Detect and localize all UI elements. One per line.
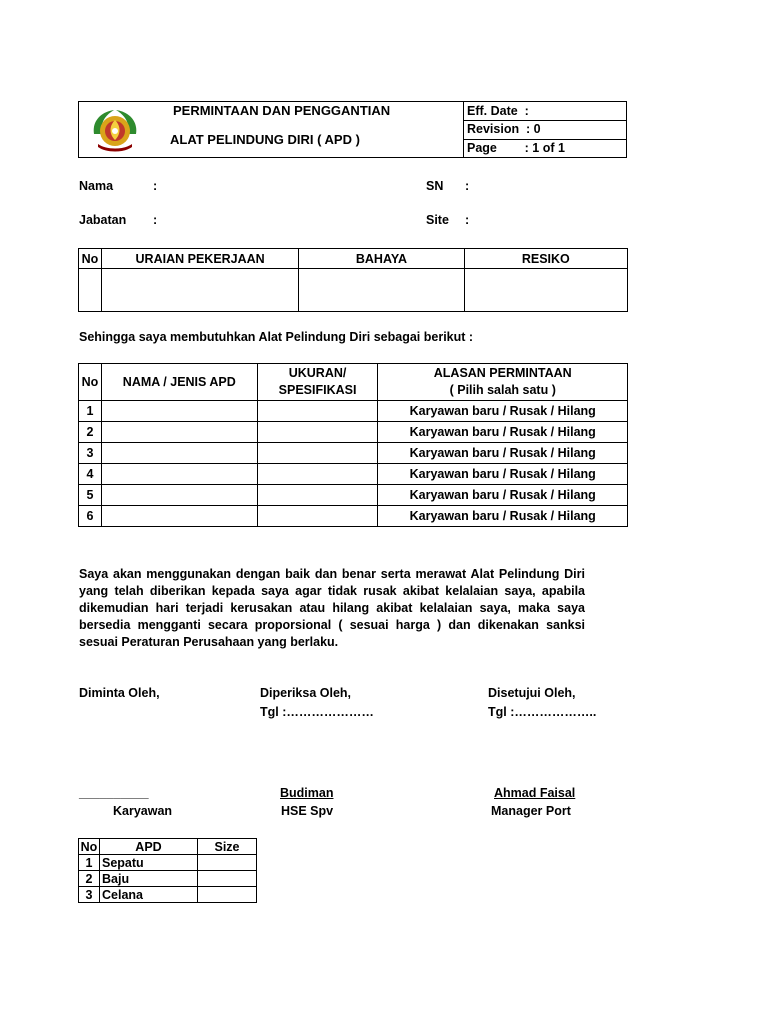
- table-row: [79, 422, 628, 443]
- apd-row-nama[interactable]: [101, 485, 257, 506]
- apd-header-ukuran: [257, 364, 378, 401]
- task-cell-uraian[interactable]: [101, 269, 298, 312]
- size-table: [78, 838, 257, 903]
- size-row-apd: Celana: [100, 887, 198, 903]
- task-cell-no[interactable]: [79, 269, 102, 312]
- apd-row-ukuran[interactable]: [257, 401, 378, 422]
- size-row-size[interactable]: [198, 871, 257, 887]
- apd-row-nama[interactable]: [101, 401, 257, 422]
- nama-colon: :: [153, 179, 158, 193]
- jabatan-colon: :: [153, 213, 158, 227]
- jabatan-label: Jabatan: [79, 213, 127, 227]
- task-header-uraian: URAIAN PEKERJAAN: [101, 249, 298, 269]
- approved-date: Tgl :………………..: [488, 705, 597, 719]
- table-row: [79, 855, 257, 871]
- apd-row-reason[interactable]: Karyawan baru / Rusak / Hilang: [378, 464, 628, 485]
- apd-header-nama: NAMA / JENIS APD: [101, 364, 257, 401]
- form-title-line2: ALAT PELINDUNG DIRI ( APD ): [170, 132, 360, 147]
- apd-row-reason[interactable]: Karyawan baru / Rusak / Hilang: [378, 443, 628, 464]
- form-title-line1: PERMINTAAN DAN PENGGANTIAN: [173, 103, 391, 118]
- task-cell-bahaya[interactable]: [299, 269, 464, 312]
- approver-role: Manager Port: [491, 804, 571, 818]
- task-header-resiko: RESIKO: [464, 249, 627, 269]
- table-row: [79, 443, 628, 464]
- agreement-paragraph: [79, 566, 585, 651]
- task-cell-resiko[interactable]: [464, 269, 627, 312]
- size-row-size[interactable]: [198, 855, 257, 871]
- task-header-no: No: [79, 249, 102, 269]
- apd-row-nama[interactable]: [101, 443, 257, 464]
- size-row-size[interactable]: [198, 887, 257, 903]
- table-row: [79, 506, 628, 527]
- apd-header-ukuran-line1: UKURAN/: [288, 366, 347, 380]
- agreement-line: bersedia mengganti secara proporsional ( sesuai harga ) dan dikenakan sanksi: [79, 618, 585, 632]
- apd-row-no: 3: [79, 443, 102, 464]
- company-emblem-icon: [88, 104, 142, 154]
- checker-role: HSE Spv: [281, 804, 334, 818]
- table-row: [79, 887, 257, 903]
- site-colon: :: [465, 213, 470, 227]
- checked-date: Tgl :…………………: [260, 705, 374, 719]
- apd-header-alasan-line1: ALASAN PERMINTAAN: [433, 366, 572, 380]
- site-label: Site: [426, 213, 449, 227]
- apd-row-reason[interactable]: Karyawan baru / Rusak / Hilang: [378, 506, 628, 527]
- apd-row-reason[interactable]: Karyawan baru / Rusak / Hilang: [378, 422, 628, 443]
- header-row-line-1: [463, 120, 627, 121]
- table-row: [79, 464, 628, 485]
- size-row-apd: Sepatu: [100, 855, 198, 871]
- approved-by-label: Disetujui Oleh,: [488, 686, 576, 700]
- size-row-apd: Baju: [100, 871, 198, 887]
- table-row: [79, 485, 628, 506]
- nama-label: Nama: [79, 179, 114, 193]
- size-header-size: Size: [198, 839, 257, 855]
- checker-name: Budiman: [280, 786, 334, 800]
- size-row-no: 2: [79, 871, 100, 887]
- apd-header-no: No: [79, 364, 102, 401]
- task-table: [78, 248, 628, 312]
- apd-header-alasan-line2: ( Pilih salah satu ): [449, 383, 556, 397]
- apd-row-no: 2: [79, 422, 102, 443]
- eff-date: Eff. Date :: [467, 104, 529, 118]
- approver-name: Ahmad Faisal: [494, 786, 576, 800]
- table-row: [79, 401, 628, 422]
- apd-header-ukuran-line2: SPESIFIKASI: [278, 383, 357, 397]
- agreement-line: yang telah diberikan kepada saya agar tidak rusak akibat kelalaian saya, apabila: [79, 584, 585, 598]
- header-row-line-2: [463, 139, 627, 140]
- apd-row-no: 6: [79, 506, 102, 527]
- size-header-no: No: [79, 839, 100, 855]
- employee-signature-line: __________: [79, 786, 149, 800]
- apd-row-nama[interactable]: [101, 506, 257, 527]
- apd-row-reason[interactable]: Karyawan baru / Rusak / Hilang: [378, 485, 628, 506]
- agreement-line: Saya akan menggunakan dengan baik dan benar serta merawat Alat Pelindung Diri: [79, 567, 585, 581]
- agreement-line: dikemudian hari terjadi kerusakan atau hilang akibat kelalaian saya, maka saya: [79, 601, 585, 615]
- size-row-no: 3: [79, 887, 100, 903]
- apd-row-ukuran[interactable]: [257, 422, 378, 443]
- apd-table: [78, 363, 628, 527]
- agreement-line: sesuai Peraturan Perusahaan yang berlaku.: [79, 635, 339, 649]
- revision: Revision : 0: [467, 122, 541, 136]
- apd-row-no: 5: [79, 485, 102, 506]
- checked-by-label: Diperiksa Oleh,: [260, 686, 352, 700]
- need-statement: Sehingga saya membutuhkan Alat Pelindung Diri sebagai berikut :: [79, 330, 474, 344]
- apd-row-nama[interactable]: [101, 464, 257, 485]
- apd-row-ukuran[interactable]: [257, 485, 378, 506]
- apd-header-alasan: [378, 364, 628, 401]
- apd-row-nama[interactable]: [101, 422, 257, 443]
- apd-row-reason[interactable]: Karyawan baru / Rusak / Hilang: [378, 401, 628, 422]
- size-header-apd: APD: [100, 839, 198, 855]
- apd-row-no: 4: [79, 464, 102, 485]
- apd-row-ukuran[interactable]: [257, 506, 378, 527]
- apd-row-no: 1: [79, 401, 102, 422]
- employee-role: Karyawan: [113, 804, 173, 818]
- requested-by-label: Diminta Oleh,: [79, 686, 160, 700]
- task-header-bahaya: BAHAYA: [299, 249, 464, 269]
- sn-label: SN: [426, 179, 444, 193]
- header-divider: [463, 101, 464, 158]
- apd-row-ukuran[interactable]: [257, 464, 378, 485]
- table-row: [79, 871, 257, 887]
- apd-row-ukuran[interactable]: [257, 443, 378, 464]
- page-number: Page : 1 of 1: [467, 141, 565, 155]
- sn-colon: :: [465, 179, 470, 193]
- size-row-no: 1: [79, 855, 100, 871]
